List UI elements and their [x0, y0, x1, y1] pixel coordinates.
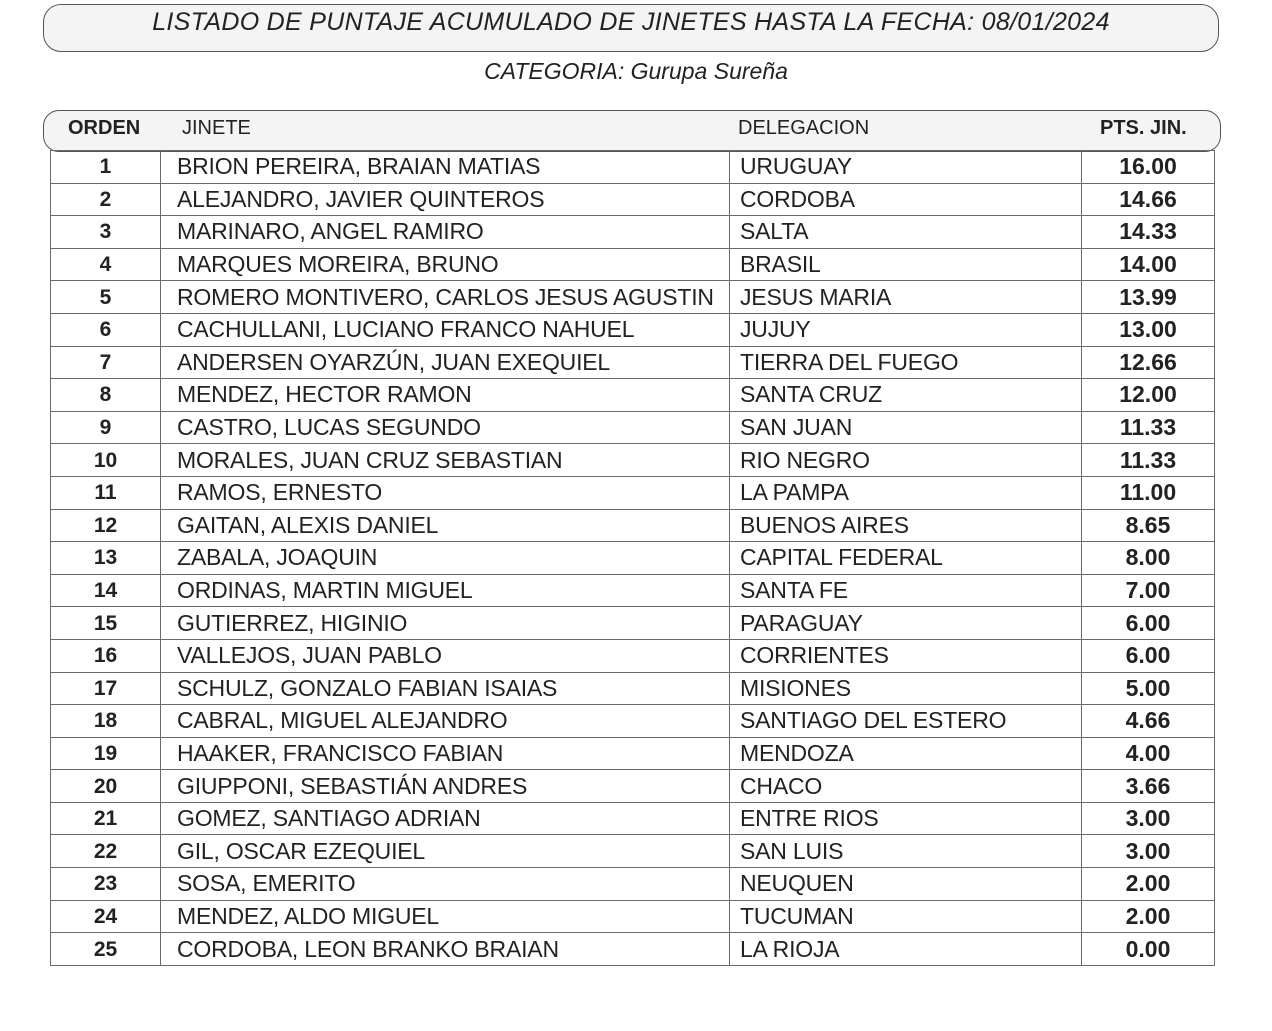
row-jinete: BRION PEREIRA, BRAIAN MATIAS [161, 151, 730, 184]
header-jinete: JINETE [182, 117, 251, 139]
row-orden: 21 [51, 802, 161, 835]
row-pts: 14.33 [1082, 216, 1215, 249]
row-pts: 4.00 [1082, 737, 1215, 770]
row-pts: 5.00 [1082, 672, 1215, 705]
table-row [51, 281, 1215, 314]
row-orden: 12 [51, 509, 161, 542]
row-jinete: GIUPPONI, SEBASTIÁN ANDRES [161, 770, 730, 803]
row-delegacion: CORRIENTES [730, 639, 1082, 672]
table-row [51, 933, 1215, 966]
row-delegacion: PARAGUAY [730, 607, 1082, 640]
row-jinete: MENDEZ, ALDO MIGUEL [161, 900, 730, 933]
row-orden: 13 [51, 542, 161, 575]
row-orden: 18 [51, 705, 161, 738]
row-delegacion: JUJUY [730, 313, 1082, 346]
table-row [51, 672, 1215, 705]
row-orden: 7 [51, 346, 161, 379]
row-orden: 9 [51, 411, 161, 444]
row-pts: 11.33 [1082, 444, 1215, 477]
row-jinete: SOSA, EMERITO [161, 868, 730, 901]
row-orden: 22 [51, 835, 161, 868]
table-row [51, 639, 1215, 672]
row-delegacion: SAN JUAN [730, 411, 1082, 444]
row-delegacion: SALTA [730, 216, 1082, 249]
table-row [51, 737, 1215, 770]
row-orden: 23 [51, 868, 161, 901]
row-orden: 3 [51, 216, 161, 249]
row-jinete: GUTIERREZ, HIGINIO [161, 607, 730, 640]
row-orden: 8 [51, 379, 161, 412]
row-orden: 5 [51, 281, 161, 314]
row-orden: 15 [51, 607, 161, 640]
table-row [51, 444, 1215, 477]
row-jinete: ALEJANDRO, JAVIER QUINTEROS [161, 183, 730, 216]
row-jinete: RAMOS, ERNESTO [161, 476, 730, 509]
category-subtitle: CATEGORIA: Gurupa Sureña [484, 58, 788, 84]
row-delegacion: MISIONES [730, 672, 1082, 705]
row-delegacion: NEUQUEN [730, 868, 1082, 901]
row-orden: 16 [51, 639, 161, 672]
document-title: LISTADO DE PUNTAJE ACUMULADO DE JINETES HASTA LA FECHA: 08/01/2024 [152, 7, 1110, 36]
row-orden: 14 [51, 574, 161, 607]
table-row [51, 574, 1215, 607]
table-row [51, 705, 1215, 738]
row-orden: 25 [51, 933, 161, 966]
row-jinete: ORDINAS, MARTIN MIGUEL [161, 574, 730, 607]
row-pts: 14.66 [1082, 183, 1215, 216]
row-pts: 11.33 [1082, 411, 1215, 444]
row-jinete: MARINARO, ANGEL RAMIRO [161, 216, 730, 249]
row-jinete: CACHULLANI, LUCIANO FRANCO NAHUEL [161, 313, 730, 346]
row-pts: 2.00 [1082, 900, 1215, 933]
table-row [51, 802, 1215, 835]
row-delegacion: SAN LUIS [730, 835, 1082, 868]
row-pts: 13.99 [1082, 281, 1215, 314]
row-jinete: MARQUES MOREIRA, BRUNO [161, 248, 730, 281]
row-delegacion: LA PAMPA [730, 476, 1082, 509]
table-row [51, 248, 1215, 281]
row-delegacion: RIO NEGRO [730, 444, 1082, 477]
row-jinete: SCHULZ, GONZALO FABIAN ISAIAS [161, 672, 730, 705]
row-pts: 3.00 [1082, 835, 1215, 868]
ranking-table-body [51, 151, 1215, 966]
row-pts: 2.00 [1082, 868, 1215, 901]
row-jinete: ROMERO MONTIVERO, CARLOS JESUS AGUSTIN [161, 281, 730, 314]
row-delegacion: SANTA CRUZ [730, 379, 1082, 412]
row-orden: 1 [51, 151, 161, 184]
row-delegacion: ENTRE RIOS [730, 802, 1082, 835]
table-row [51, 183, 1215, 216]
row-orden: 19 [51, 737, 161, 770]
row-pts: 12.66 [1082, 346, 1215, 379]
row-orden: 24 [51, 900, 161, 933]
row-jinete: CASTRO, LUCAS SEGUNDO [161, 411, 730, 444]
row-delegacion: MENDOZA [730, 737, 1082, 770]
row-delegacion: CORDOBA [730, 183, 1082, 216]
row-pts: 3.66 [1082, 770, 1215, 803]
row-pts: 3.00 [1082, 802, 1215, 835]
table-row [51, 476, 1215, 509]
row-jinete: MENDEZ, HECTOR RAMON [161, 379, 730, 412]
table-row [51, 216, 1215, 249]
row-delegacion: TUCUMAN [730, 900, 1082, 933]
table-row [51, 313, 1215, 346]
row-pts: 14.00 [1082, 248, 1215, 281]
table-row [51, 835, 1215, 868]
row-delegacion: TIERRA DEL FUEGO [730, 346, 1082, 379]
table-row [51, 542, 1215, 575]
table-row [51, 509, 1215, 542]
row-pts: 8.00 [1082, 542, 1215, 575]
row-jinete: CABRAL, MIGUEL ALEJANDRO [161, 705, 730, 738]
row-delegacion: SANTIAGO DEL ESTERO [730, 705, 1082, 738]
row-pts: 4.66 [1082, 705, 1215, 738]
title-banner [43, 4, 1219, 52]
table-row [51, 346, 1215, 379]
row-orden: 4 [51, 248, 161, 281]
header-orden: ORDEN [68, 117, 141, 139]
table-row [51, 151, 1215, 184]
table-row [51, 900, 1215, 933]
row-jinete: MORALES, JUAN CRUZ SEBASTIAN [161, 444, 730, 477]
row-pts: 16.00 [1082, 151, 1215, 184]
row-orden: 20 [51, 770, 161, 803]
row-delegacion: BUENOS AIRES [730, 509, 1082, 542]
row-jinete: ANDERSEN OYARZÚN, JUAN EXEQUIEL [161, 346, 730, 379]
row-jinete: GAITAN, ALEXIS DANIEL [161, 509, 730, 542]
row-orden: 17 [51, 672, 161, 705]
row-pts: 13.00 [1082, 313, 1215, 346]
row-pts: 6.00 [1082, 639, 1215, 672]
row-delegacion: JESUS MARIA [730, 281, 1082, 314]
row-jinete: HAAKER, FRANCISCO FABIAN [161, 737, 730, 770]
header-delegacion: DELEGACION [738, 117, 870, 139]
table-row [51, 770, 1215, 803]
row-delegacion: BRASIL [730, 248, 1082, 281]
table-row [51, 868, 1215, 901]
row-jinete: VALLEJOS, JUAN PABLO [161, 639, 730, 672]
row-pts: 7.00 [1082, 574, 1215, 607]
row-delegacion: LA RIOJA [730, 933, 1082, 966]
row-pts: 8.65 [1082, 509, 1215, 542]
row-pts: 11.00 [1082, 476, 1215, 509]
table-row [51, 607, 1215, 640]
ranking-table [50, 150, 1214, 966]
row-jinete: GIL, OSCAR EZEQUIEL [161, 835, 730, 868]
row-jinete: CORDOBA, LEON BRANKO BRAIAN [161, 933, 730, 966]
row-delegacion: URUGUAY [730, 151, 1082, 184]
row-delegacion: CAPITAL FEDERAL [730, 542, 1082, 575]
table-row [51, 411, 1215, 444]
row-orden: 11 [51, 476, 161, 509]
header-pts: PTS. JIN. [1100, 117, 1187, 139]
row-orden: 2 [51, 183, 161, 216]
table-row [51, 379, 1215, 412]
row-jinete: ZABALA, JOAQUIN [161, 542, 730, 575]
row-pts: 6.00 [1082, 607, 1215, 640]
row-jinete: GOMEZ, SANTIAGO ADRIAN [161, 802, 730, 835]
table-header [43, 110, 1221, 152]
row-orden: 6 [51, 313, 161, 346]
row-delegacion: CHACO [730, 770, 1082, 803]
row-orden: 10 [51, 444, 161, 477]
row-delegacion: SANTA FE [730, 574, 1082, 607]
row-pts: 0.00 [1082, 933, 1215, 966]
row-pts: 12.00 [1082, 379, 1215, 412]
